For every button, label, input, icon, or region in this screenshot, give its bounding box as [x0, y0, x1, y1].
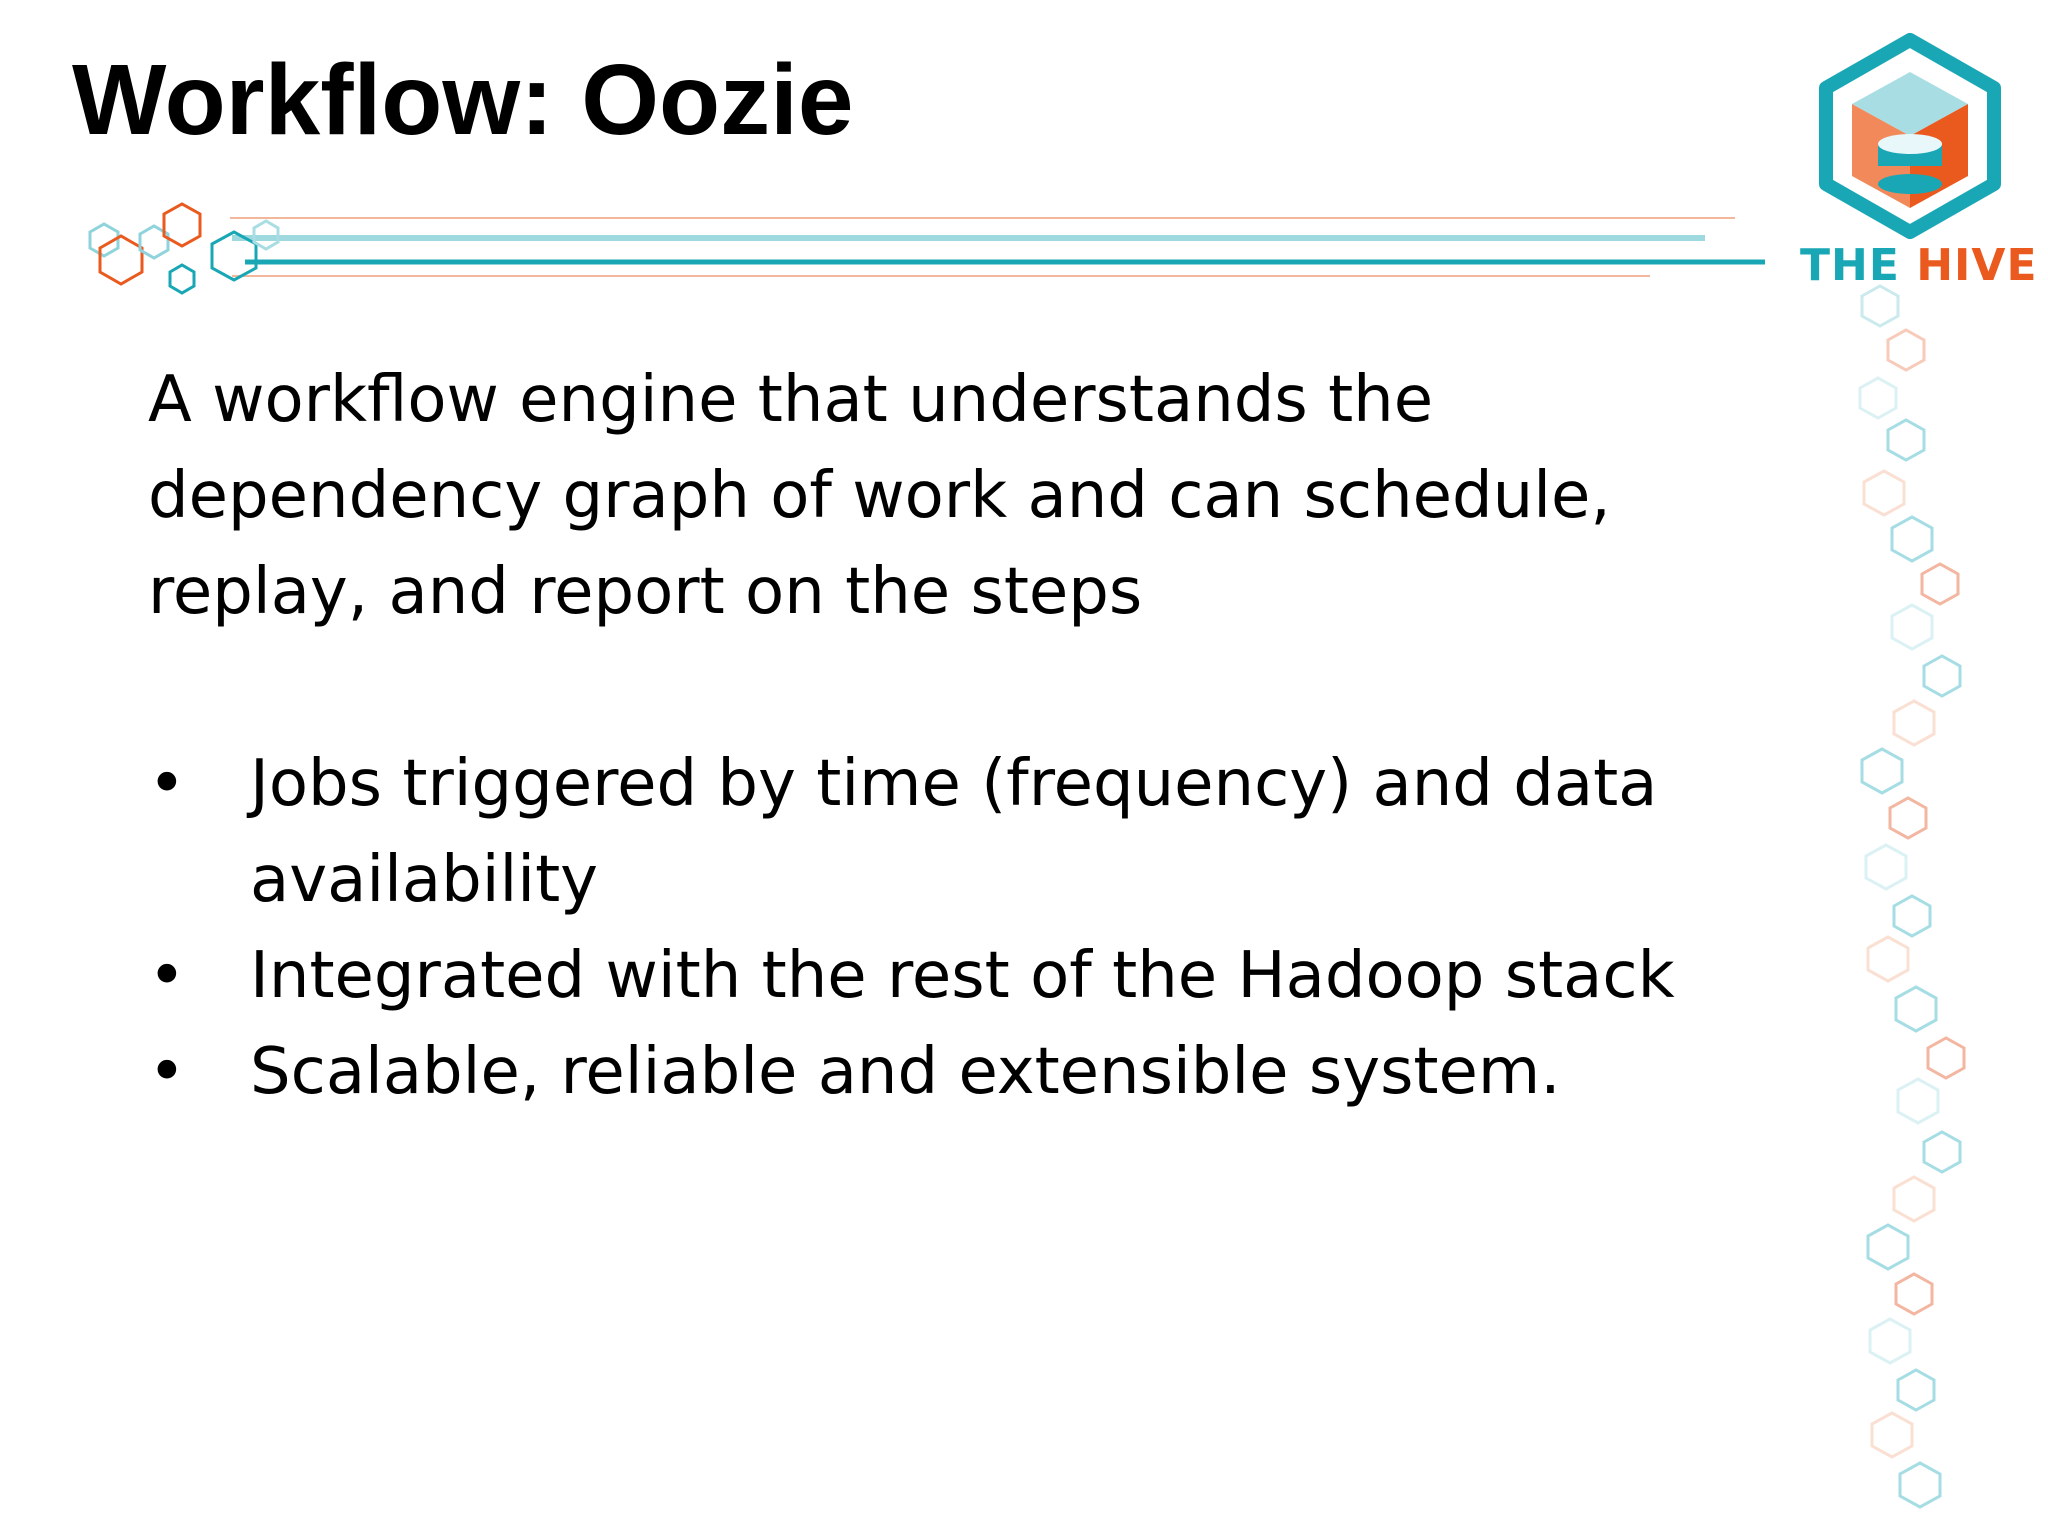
bullet-text: Integrated with the rest of the Hadoop stack [250, 939, 1675, 1013]
bullet-text: Scalable, reliable and extensible system. [250, 1035, 1561, 1109]
hexagon-icon [100, 236, 142, 284]
bullet-marker: • [148, 939, 186, 1013]
logo-word-the: THE [1800, 240, 1900, 291]
logo-word-hive: HIVE [1916, 240, 2038, 291]
bullet-list [148, 736, 1748, 1120]
slide-body [148, 352, 1708, 640]
bullet-marker: • [148, 1035, 186, 1109]
bullet-text: Jobs triggered by time (frequency) and data availability [250, 747, 1658, 917]
hexagon-icon [164, 204, 200, 246]
bullet-marker: • [148, 747, 186, 821]
slide-title: Workflow: Oozie [72, 44, 854, 156]
bullet-item [148, 1024, 1748, 1120]
bullet-item [148, 736, 1748, 928]
intro-paragraph: A workflow engine that understands the dependency graph of work and can schedule, replay, and report on the steps [148, 363, 1611, 629]
hexagon-icon [170, 265, 194, 293]
logo-wordmark [1800, 240, 2038, 292]
bullet-item [148, 928, 1748, 1024]
